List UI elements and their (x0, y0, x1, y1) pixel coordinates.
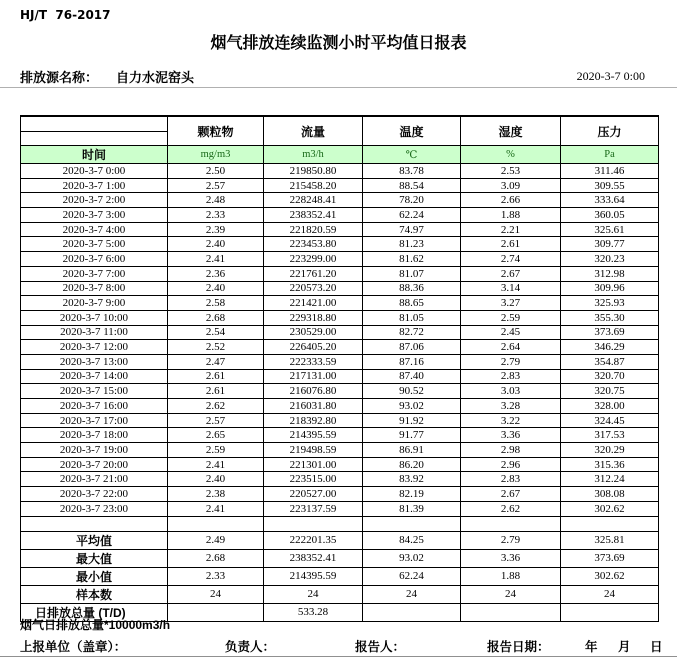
table-row (21, 487, 659, 502)
report-datetime: 2020-3-7 0:00 (576, 69, 645, 83)
value-cell: 2.49 (168, 531, 264, 549)
value-cell: 302.62 (561, 567, 659, 585)
time-cell: 2020-3-7 19:00 (21, 443, 168, 458)
value-cell: 218392.80 (264, 413, 363, 428)
time-column-header: 时间 (21, 146, 168, 164)
value-cell: 309.77 (561, 237, 659, 252)
value-cell: 215458.20 (264, 178, 363, 193)
value-cell: 62.24 (363, 567, 461, 585)
value-cell: 82.19 (363, 487, 461, 502)
time-cell: 2020-3-7 10:00 (21, 310, 168, 325)
value-cell: 2.47 (168, 354, 264, 369)
value-cell: 2.68 (168, 549, 264, 567)
value-cell: 325.93 (561, 296, 659, 311)
value-cell: 317.53 (561, 428, 659, 443)
value-cell: 81.23 (363, 237, 461, 252)
value-cell: 223137.59 (264, 501, 363, 516)
value-cell: 222201.35 (264, 531, 363, 549)
time-cell: 2020-3-7 9:00 (21, 296, 168, 311)
value-cell: 2.41 (168, 457, 264, 472)
value-cell: 2.40 (168, 281, 264, 296)
value-cell (168, 603, 264, 621)
value-cell: 2.48 (168, 193, 264, 208)
value-cell: 2.83 (461, 472, 561, 487)
value-cell: 216031.80 (264, 399, 363, 414)
value-cell: 2.65 (168, 428, 264, 443)
value-cell: 216076.80 (264, 384, 363, 399)
value-cell: 2.50 (168, 164, 264, 179)
time-cell: 2020-3-7 18:00 (21, 428, 168, 443)
value-cell: 83.92 (363, 472, 461, 487)
table-row (21, 281, 659, 296)
value-cell: 328.00 (561, 399, 659, 414)
value-cell: 221761.20 (264, 266, 363, 281)
value-cell: 2.74 (461, 252, 561, 267)
corner-cell (21, 116, 168, 146)
value-cell: 88.36 (363, 281, 461, 296)
header-body (21, 116, 659, 164)
value-cell: 88.65 (363, 296, 461, 311)
value-cell: 81.05 (363, 310, 461, 325)
value-cell: 91.92 (363, 413, 461, 428)
unit-temperature: ℃ (363, 146, 461, 164)
summary-label: 样本数 (21, 585, 168, 603)
page-title: 烟气排放连续监测小时平均值日报表 (210, 35, 467, 52)
value-cell: 2.21 (461, 222, 561, 237)
table-row (21, 340, 659, 355)
summary-row (21, 567, 659, 585)
table-row (21, 193, 659, 208)
value-cell: 2.98 (461, 443, 561, 458)
value-cell: 2.33 (168, 208, 264, 223)
value-cell: 325.81 (561, 531, 659, 549)
value-cell: 2.61 (168, 369, 264, 384)
table-row (21, 457, 659, 472)
value-cell: 2.61 (461, 237, 561, 252)
time-cell: 2020-3-7 6:00 (21, 252, 168, 267)
value-cell: 86.91 (363, 443, 461, 458)
unit-pressure: Pa (561, 146, 659, 164)
table-row (21, 369, 659, 384)
value-cell: 3.14 (461, 281, 561, 296)
value-cell: 2.64 (461, 340, 561, 355)
value-cell: 2.41 (168, 501, 264, 516)
time-cell: 2020-3-7 23:00 (21, 501, 168, 516)
time-cell: 2020-3-7 11:00 (21, 325, 168, 340)
summary-row (21, 585, 659, 603)
unit-particulate: mg/m3 (168, 146, 264, 164)
value-cell: 2.57 (168, 413, 264, 428)
time-cell: 2020-3-7 5:00 (21, 237, 168, 252)
table-row (21, 222, 659, 237)
summary-label: 日排放总量 (T/D) (21, 603, 168, 621)
value-cell: 373.69 (561, 549, 659, 567)
column-header-pressure: 压力 (561, 116, 659, 146)
table-row (21, 208, 659, 223)
table-row (21, 266, 659, 281)
value-cell: 238352.41 (264, 549, 363, 567)
value-cell: 83.78 (363, 164, 461, 179)
value-cell: 3.36 (461, 549, 561, 567)
value-cell: 325.61 (561, 222, 659, 237)
standard-code: HJ/T 76-2017 (20, 8, 111, 22)
unit-flow: m3/h (264, 146, 363, 164)
value-cell: 333.64 (561, 193, 659, 208)
value-cell: 238352.41 (264, 208, 363, 223)
time-cell: 2020-3-7 20:00 (21, 457, 168, 472)
units-header-row (21, 146, 659, 164)
value-cell: 2.68 (168, 310, 264, 325)
value-cell: 24 (461, 585, 561, 603)
top-divider-line (0, 87, 677, 88)
value-cell: 24 (561, 585, 659, 603)
emission-source-line (20, 67, 194, 86)
value-cell: 229318.80 (264, 310, 363, 325)
value-cell: 355.30 (561, 310, 659, 325)
column-header-humidity: 湿度 (461, 116, 561, 146)
time-cell: 2020-3-7 7:00 (21, 266, 168, 281)
table-row (21, 252, 659, 267)
table-row (21, 501, 659, 516)
value-cell: 74.97 (363, 222, 461, 237)
value-cell: 2.62 (168, 399, 264, 414)
unit-humidity: % (461, 146, 561, 164)
value-cell: 320.70 (561, 369, 659, 384)
time-cell: 2020-3-7 2:00 (21, 193, 168, 208)
time-cell: 2020-3-7 17:00 (21, 413, 168, 428)
table-row (21, 384, 659, 399)
time-cell: 2020-3-7 22:00 (21, 487, 168, 502)
value-cell: 82.72 (363, 325, 461, 340)
value-cell: 24 (264, 585, 363, 603)
value-cell: 222333.59 (264, 354, 363, 369)
value-cell: 533.28 (264, 603, 363, 621)
value-cell: 93.02 (363, 549, 461, 567)
value-cell: 2.67 (461, 487, 561, 502)
table-row (21, 443, 659, 458)
time-cell: 2020-3-7 14:00 (21, 369, 168, 384)
table-row (21, 399, 659, 414)
summary-label: 最小值 (21, 567, 168, 585)
time-cell: 2020-3-7 0:00 (21, 164, 168, 179)
table-row (21, 178, 659, 193)
value-cell: 2.52 (168, 340, 264, 355)
corner-cell-top (21, 117, 167, 131)
value-cell: 217131.00 (264, 369, 363, 384)
value-cell: 3.03 (461, 384, 561, 399)
value-cell: 312.24 (561, 472, 659, 487)
spacer-row (21, 516, 659, 531)
value-cell: 2.33 (168, 567, 264, 585)
value-cell: 24 (363, 585, 461, 603)
time-cell: 2020-3-7 8:00 (21, 281, 168, 296)
report-unit-label: 上报单位（盖章）： (20, 640, 127, 654)
monitoring-table (20, 115, 659, 622)
value-cell: 2.79 (461, 531, 561, 549)
value-cell: 2.61 (168, 384, 264, 399)
summary-rows (21, 516, 659, 621)
value-cell: 315.36 (561, 457, 659, 472)
value-cell: 84.25 (363, 531, 461, 549)
table-row (21, 325, 659, 340)
table-row (21, 164, 659, 179)
value-cell: 228248.41 (264, 193, 363, 208)
value-cell: 223299.00 (264, 252, 363, 267)
value-cell: 219850.80 (264, 164, 363, 179)
time-cell: 2020-3-7 13:00 (21, 354, 168, 369)
report-date-label: 报告日期： (487, 640, 550, 654)
value-cell: 320.23 (561, 252, 659, 267)
value-cell: 219498.59 (264, 443, 363, 458)
day-label: 日 (650, 640, 663, 654)
emission-source-name: 自力水泥窑头 (116, 70, 195, 85)
value-cell (461, 603, 561, 621)
value-cell: 2.36 (168, 266, 264, 281)
value-cell: 302.62 (561, 501, 659, 516)
value-cell: 81.07 (363, 266, 461, 281)
emission-source-label: 排放源名称： (20, 70, 99, 85)
value-cell: 226405.20 (264, 340, 363, 355)
value-cell: 2.79 (461, 354, 561, 369)
value-cell: 2.58 (168, 296, 264, 311)
column-header-particulate: 颗粒物 (168, 116, 264, 146)
table-row (21, 354, 659, 369)
value-cell: 2.59 (461, 310, 561, 325)
value-cell: 24 (168, 585, 264, 603)
value-cell: 3.28 (461, 399, 561, 414)
data-rows (21, 164, 659, 517)
value-cell: 87.16 (363, 354, 461, 369)
value-cell: 2.67 (461, 266, 561, 281)
value-cell: 88.54 (363, 178, 461, 193)
value-cell: 309.55 (561, 178, 659, 193)
summary-row (21, 549, 659, 567)
value-cell: 2.62 (461, 501, 561, 516)
value-cell: 87.40 (363, 369, 461, 384)
value-cell: 81.62 (363, 252, 461, 267)
value-cell (561, 603, 659, 621)
value-cell: 2.40 (168, 237, 264, 252)
value-cell: 2.45 (461, 325, 561, 340)
value-cell: 223515.00 (264, 472, 363, 487)
value-cell: 360.05 (561, 208, 659, 223)
value-cell: 2.59 (168, 443, 264, 458)
value-cell: 1.88 (461, 567, 561, 585)
value-cell: 3.27 (461, 296, 561, 311)
column-header-flow: 流量 (264, 116, 363, 146)
responsible-person-label: 负责人： (225, 640, 276, 654)
value-cell: 373.69 (561, 325, 659, 340)
value-cell (363, 603, 461, 621)
value-cell: 324.45 (561, 413, 659, 428)
year-label: 年 (585, 640, 598, 654)
value-cell: 78.20 (363, 193, 461, 208)
time-cell: 2020-3-7 16:00 (21, 399, 168, 414)
time-cell: 2020-3-7 12:00 (21, 340, 168, 355)
value-cell: 312.98 (561, 266, 659, 281)
value-cell: 90.52 (363, 384, 461, 399)
column-header-temperature: 温度 (363, 116, 461, 146)
value-cell: 2.96 (461, 457, 561, 472)
value-cell: 3.36 (461, 428, 561, 443)
table-row (21, 472, 659, 487)
value-cell: 3.09 (461, 178, 561, 193)
value-cell: 320.29 (561, 443, 659, 458)
value-cell: 2.41 (168, 252, 264, 267)
value-cell: 93.02 (363, 399, 461, 414)
value-cell: 62.24 (363, 208, 461, 223)
table-row (21, 310, 659, 325)
table-row (21, 296, 659, 311)
value-cell: 2.40 (168, 472, 264, 487)
pollutant-header-row (21, 116, 659, 146)
value-cell: 2.53 (461, 164, 561, 179)
value-cell: 221421.00 (264, 296, 363, 311)
reporter-label: 报告人： (355, 640, 406, 654)
value-cell: 354.87 (561, 354, 659, 369)
bottom-divider-line (0, 656, 677, 657)
value-cell: 221301.00 (264, 457, 363, 472)
summary-row (21, 531, 659, 549)
time-cell: 2020-3-7 3:00 (21, 208, 168, 223)
summary-label: 平均值 (21, 531, 168, 549)
table-row (21, 237, 659, 252)
time-cell: 2020-3-7 1:00 (21, 178, 168, 193)
corner-cell-bottom (21, 131, 167, 145)
value-cell: 220573.20 (264, 281, 363, 296)
value-cell: 2.54 (168, 325, 264, 340)
value-cell: 3.22 (461, 413, 561, 428)
table-row (21, 413, 659, 428)
time-cell: 2020-3-7 4:00 (21, 222, 168, 237)
value-cell: 2.66 (461, 193, 561, 208)
value-cell: 1.88 (461, 208, 561, 223)
value-cell: 2.57 (168, 178, 264, 193)
value-cell: 309.96 (561, 281, 659, 296)
value-cell: 220527.00 (264, 487, 363, 502)
value-cell: 87.06 (363, 340, 461, 355)
value-cell: 320.75 (561, 384, 659, 399)
time-cell: 2020-3-7 15:00 (21, 384, 168, 399)
value-cell: 346.29 (561, 340, 659, 355)
value-cell: 86.20 (363, 457, 461, 472)
month-label: 月 (618, 640, 631, 654)
value-cell: 311.46 (561, 164, 659, 179)
value-cell: 223453.80 (264, 237, 363, 252)
table-row (21, 428, 659, 443)
value-cell: 308.08 (561, 487, 659, 502)
time-cell: 2020-3-7 21:00 (21, 472, 168, 487)
value-cell: 214395.59 (264, 567, 363, 585)
value-cell: 221820.59 (264, 222, 363, 237)
value-cell: 2.83 (461, 369, 561, 384)
value-cell: 81.39 (363, 501, 461, 516)
value-cell: 214395.59 (264, 428, 363, 443)
summary-label: 最大值 (21, 549, 168, 567)
footer-note: 烟气日排放总量*10000m3/h (20, 618, 171, 632)
value-cell: 91.77 (363, 428, 461, 443)
value-cell: 230529.00 (264, 325, 363, 340)
value-cell: 2.38 (168, 487, 264, 502)
value-cell: 2.39 (168, 222, 264, 237)
